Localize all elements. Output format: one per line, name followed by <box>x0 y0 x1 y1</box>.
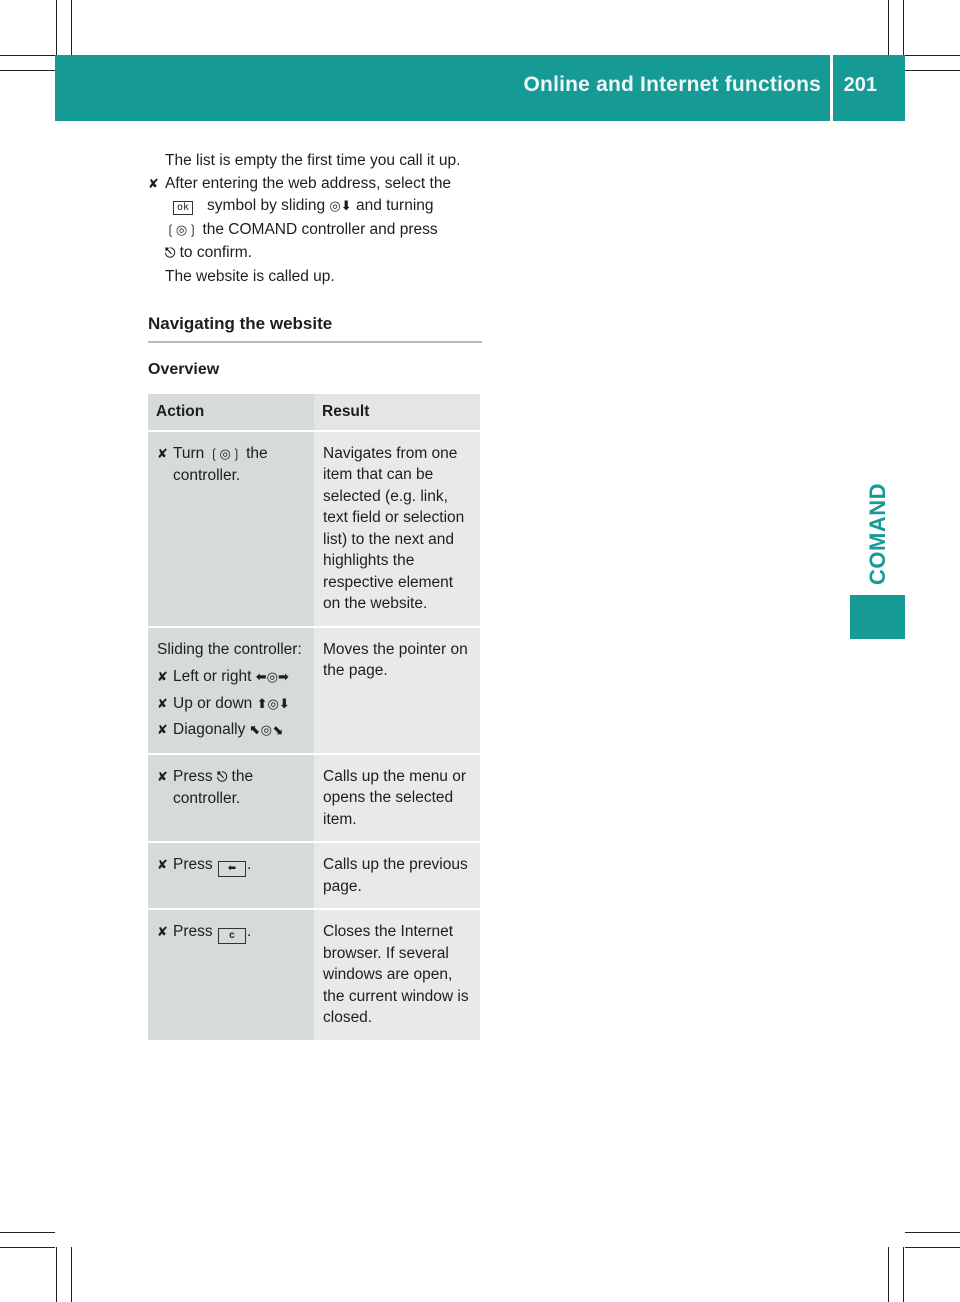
result-cell: Closes the Internet browser. If several windows are open, the current window is closed. <box>314 909 480 1040</box>
step-arrow-icon: ✘ <box>157 857 168 873</box>
controller-press-icon: ⎋ <box>216 769 228 785</box>
header-title: Online and Internet functions <box>523 73 821 96</box>
action-step <box>157 766 306 810</box>
overview-table <box>148 394 480 1040</box>
action-text: Sliding the controller: <box>157 640 302 658</box>
table-row <box>148 909 480 1040</box>
table-row <box>148 627 480 754</box>
step-arrow-icon: ✘ <box>157 924 168 940</box>
column-header-action: Action <box>148 394 314 431</box>
crop-mark <box>56 0 57 55</box>
page-number: 201 <box>843 74 877 96</box>
action-cell <box>148 842 314 909</box>
table-header-row <box>148 394 480 431</box>
section-title: Navigating the website <box>148 313 482 344</box>
side-tab-marker <box>850 595 905 639</box>
controller-rotate-icon: ❲◎❳ <box>165 222 199 238</box>
action-cell <box>148 627 314 754</box>
action-text: Press <box>173 767 213 785</box>
controller-slide-diagonal-icon: ⬉◎⬊ <box>249 723 283 739</box>
action-text: the controller. <box>173 444 268 485</box>
table-row <box>148 842 480 909</box>
action-text: the controller. <box>173 767 254 808</box>
action-text: Press <box>173 856 213 874</box>
page-header <box>55 55 905 121</box>
side-tab-label: COMAND <box>865 483 890 585</box>
crop-mark <box>0 70 55 71</box>
step-text: symbol by sliding <box>207 197 326 215</box>
result-cell: Calls up the menu or opens the selected item. <box>314 754 480 843</box>
crop-mark <box>905 70 960 71</box>
crop-mark <box>0 1232 55 1233</box>
main-content <box>148 150 482 1040</box>
step-text: After entering the web address, select the <box>165 174 452 192</box>
step-arrow-icon: ✘ <box>157 722 168 738</box>
crop-mark <box>905 55 960 56</box>
step-arrow-icon: ✘ <box>157 768 168 784</box>
action-text: . <box>246 856 252 874</box>
crop-mark <box>903 1247 904 1302</box>
step-text: to confirm. <box>179 244 252 262</box>
crop-mark <box>0 55 55 56</box>
action-step <box>157 854 306 877</box>
controller-slide-down-icon: ◎⬇ <box>329 199 352 215</box>
action-text: . <box>246 923 252 941</box>
crop-mark <box>0 1247 55 1248</box>
crop-mark <box>905 1247 960 1248</box>
crop-mark <box>888 0 889 55</box>
action-step <box>157 719 306 742</box>
action-text: Press <box>173 923 213 941</box>
result-cell: Moves the pointer on the page. <box>314 627 480 754</box>
step-text: and turning <box>355 197 434 215</box>
intro-paragraph: The list is empty the first time you call it up. <box>165 152 461 169</box>
crop-mark <box>888 1247 889 1302</box>
action-step <box>157 693 306 716</box>
controller-slide-left-right-icon: ⬅◎➡ <box>255 670 289 686</box>
step-text: the COMAND controller and press <box>202 220 438 238</box>
result-cell: Navigates from one item that can be selected (e.g. link, text field or selection list) to the next and highlights the respective element on the website. <box>314 431 480 627</box>
action-text: Left or right <box>173 668 252 686</box>
step-arrow-icon: ✘ <box>157 695 168 711</box>
step-arrow-icon: ✘ <box>157 669 168 685</box>
action-cell <box>148 754 314 843</box>
table-row <box>148 754 480 843</box>
section-subtitle: Overview <box>148 361 220 379</box>
result-cell: Calls up the previous page. <box>314 842 480 909</box>
action-cell <box>148 909 314 1040</box>
controller-slide-up-down-icon: ⬆◎⬇ <box>256 696 290 712</box>
ok-symbol-icon: ok <box>173 201 193 215</box>
step-arrow-icon: ✘ <box>157 445 168 461</box>
action-step <box>157 666 306 689</box>
back-button-icon: ⬅ <box>218 861 246 877</box>
crop-mark <box>71 0 72 55</box>
crop-mark <box>903 0 904 55</box>
action-cell <box>148 431 314 627</box>
step-arrow-icon: ✘ <box>148 175 159 191</box>
action-text: Turn <box>173 444 205 462</box>
action-text: Diagonally <box>173 721 246 739</box>
crop-mark <box>71 1247 72 1302</box>
column-header-result: Result <box>314 394 480 431</box>
controller-rotate-icon: ❲◎❳ <box>208 446 242 462</box>
action-step <box>157 443 306 487</box>
action-step <box>157 921 306 944</box>
c-button-icon: c <box>218 928 246 944</box>
result-paragraph: The website is called up. <box>165 267 335 285</box>
action-text: Up or down <box>173 694 253 712</box>
crop-mark <box>56 1247 57 1302</box>
table-row <box>148 431 480 627</box>
instruction-step <box>148 173 482 266</box>
controller-press-icon: ⎋ <box>165 246 176 262</box>
header-divider <box>830 55 833 121</box>
crop-mark <box>905 1232 960 1233</box>
